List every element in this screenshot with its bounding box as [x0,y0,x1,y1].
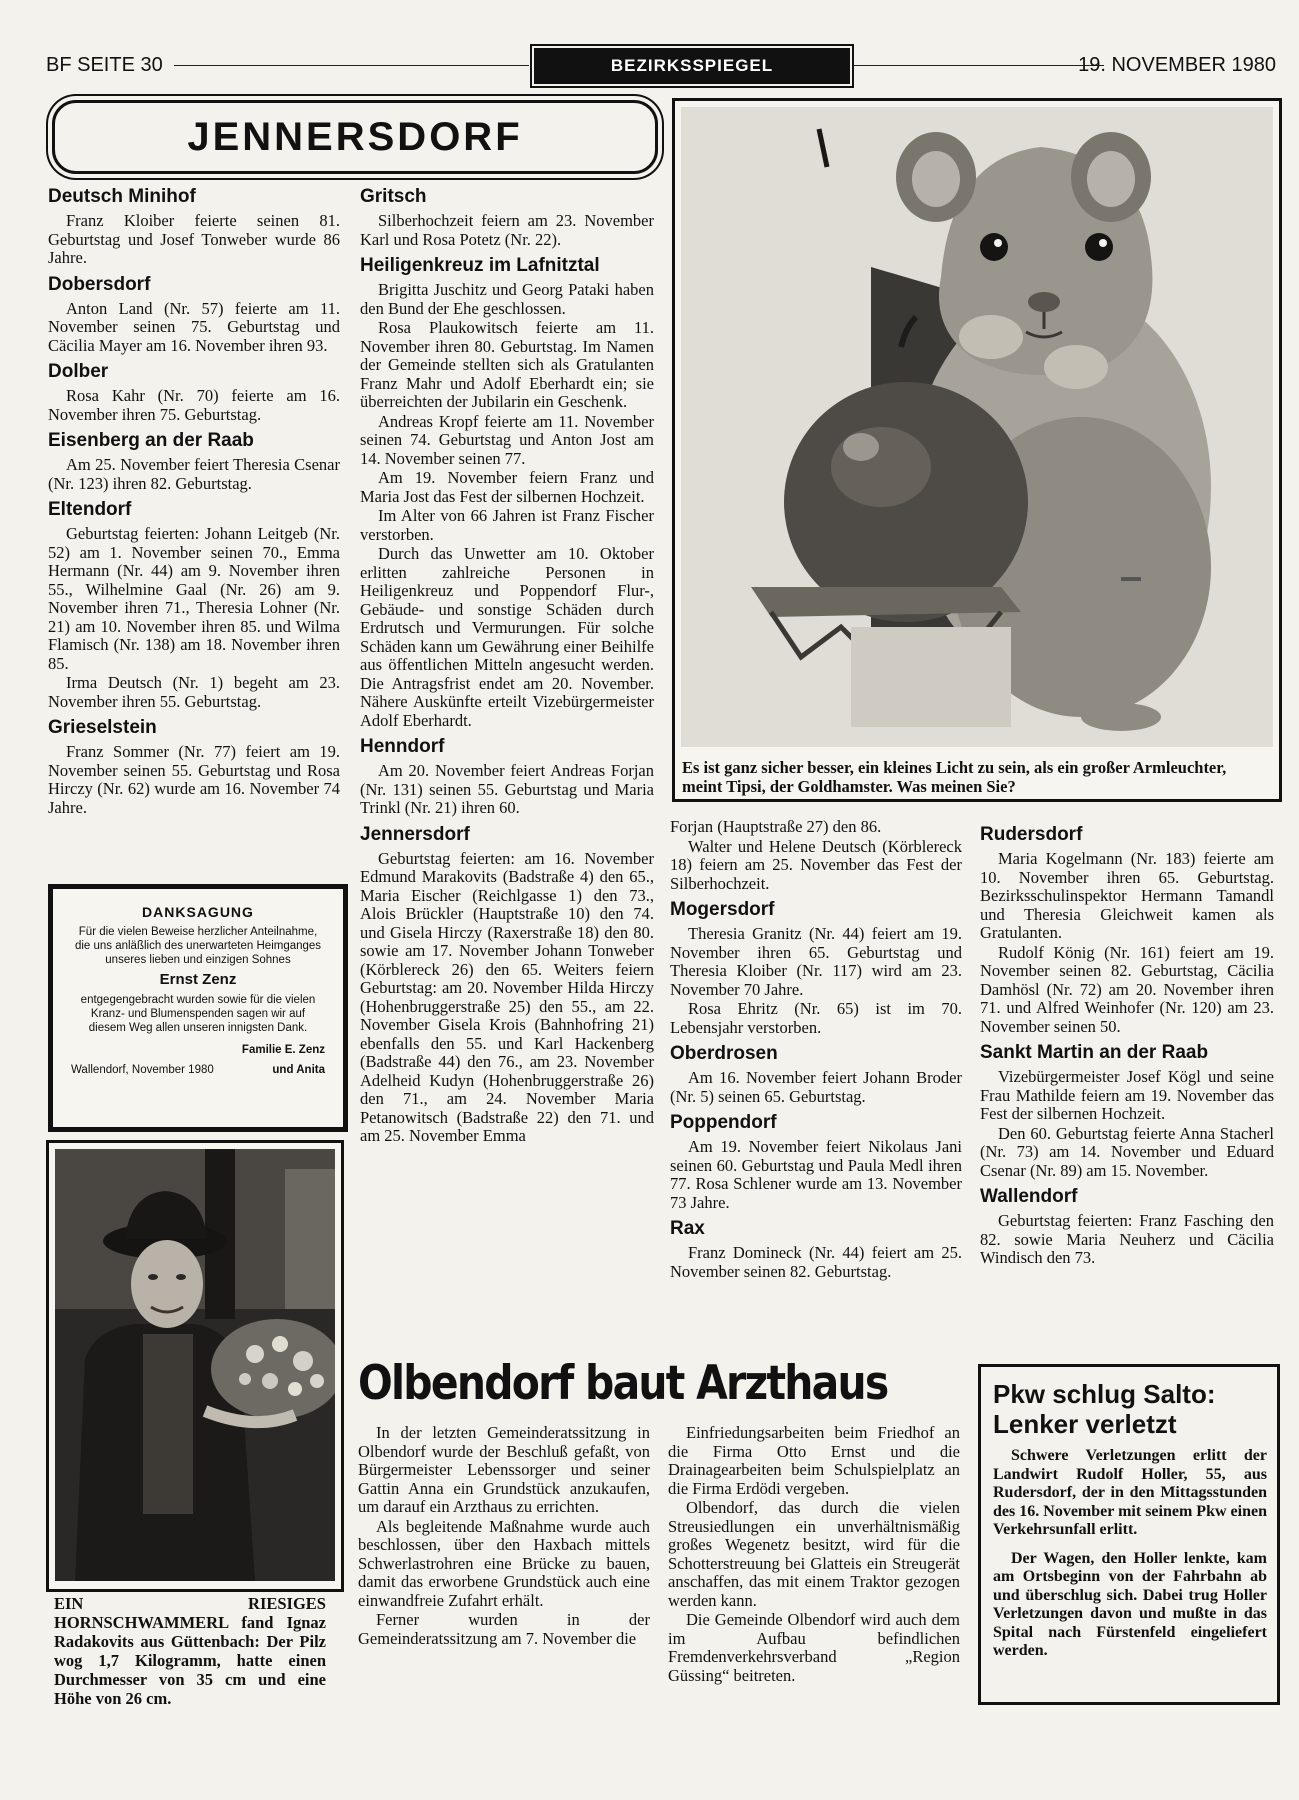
paragraph: Rosa Plaukowitsch feierte am 11. November ihren 80. Geburtstag. Im Namen der Gemeinde stellten sich als Gratulanten Franz Mahr und Adolf Eberhardt ein; sie überreichten der Jubilarin ein Geschenk. [360,318,654,411]
paragraph: Rosa Ehritz (Nr. 65) ist im 70. Lebensjahr verstorben. [670,999,962,1037]
column-3 [670,818,962,1281]
article-paragraph: In der letzten Gemeinderatssitzung in Olbendorf wurde der Beschluß gefaßt, von Bürgermeister Lebenssorger und seiner Gattin Anna ein Grundstück anzukaufen, um darauf ein Arzthaus zu errichten. [358,1423,650,1516]
man-with-mushroom-image [55,1149,335,1581]
section-heading: Grieselstein [48,717,157,738]
column-1 [48,180,340,817]
section-heading: Wallendorf [980,1186,1078,1207]
page-label: BF SEITE 30 [46,54,163,76]
section-badge: BEZIRKSSPIEGEL [534,48,850,84]
issue-date: 19. NOVEMBER 1980 [1078,54,1276,76]
paragraph: Am 16. November feiert Johann Broder (Nr. 5) seinen 65. Geburtstag. [670,1068,962,1106]
paragraph: Franz Domineck (Nr. 44) feiert am 25. November seinen 82. Geburtstag. [670,1243,962,1281]
paragraph: Im Alter von 66 Jahren ist Franz Fischer verstorben. [360,506,654,544]
section-heading: Sankt Martin an der Raab [980,1042,1209,1063]
column-4 [980,818,1274,1268]
paragraph: Am 20. November feiert Andreas Forjan (Nr. 131) seinen 55. Geburtstag und Maria Trinkl (Nr. 21) ihren 60. [360,761,654,817]
paragraph: Forjan (Hauptstraße 27) den 86. [670,817,882,836]
mushroom-photo [46,1140,344,1592]
section-heading: Jennersdorf [360,823,470,845]
paragraph: Theresia Granitz (Nr. 44) feiert am 19. November ihren 65. Geburtstag und Theresia Kloiber (Nr. 117) wird am 23. November 70 Jahre. [670,924,962,999]
danksagung-text-1: Für die vielen Beweise herzlicher Anteilnahme, die uns anläßlich des unerwarteten Heimganges unseres lieben und einzigen Sohnes [74,926,322,966]
accident-paragraph-1: Schwere Verletzungen erlitt der Landwirt Rudolf Holler, 55, aus Rudersdorf, der in den Mittagsstunden des 16. November mit seinem Pkw einen Verkehrsunfall erlitt. [993,1447,1267,1538]
hamster-with-apple-image [681,107,1273,747]
paragraph: Franz Sommer (Nr. 77) feiert am 19. November seinen 55. Geburtstag und Rosa Hirczy (Nr. 62) wurde am 16. November 74 Jahre. [48,742,340,817]
danksagung-and: und Anita [272,1064,325,1076]
article-paragraph: Als begleitende Maßnahme wurde auch beschlossen, über den Haxbach mittels Schwerlastrohren eine Brücke zu bauen, damit das erworbene Grundstück auch eine einwandfreie Zufahrt erhält. [358,1516,650,1610]
paragraph: Am 19. November feiert Nikolaus Jani seinen 60. Geburtstag und Paula Medl ihren 77. Rosa Schlener wurde am 13. November 73 Jahre. [670,1137,962,1212]
section-heading: Rudersdorf [980,824,1083,845]
page-header [46,48,1276,82]
paragraph: Geburtstag feierten: am 16. November Edmund Marakovits (Badstraße 4) den 65., Maria Eischer (Reichlgasse 1) den 73., Alois Brückler (Hauptstraße 10) den 74. und Gisela Hirczy (Raxerstraße 18) den 80. sowie am 17. November Johann Tonweber (Körblereck 26) den 65. Weiters feiern Geburtstag: am 20. November Hilda Hirczy (Hohenbruggerstraße 25) den 55., am 22. November Gisela Krois (Bahnhofring 21) ebenfalls den 55. und Karl Hackenberg (Badstraße 44) den 76., am 23. November Adelheid Kudyn (Hohenbruggerstraße 26) den 71., am 24. November Maria Petanowitsch (Badstraße 22) den 71. und am 25. November Emma [360,848,654,1145]
paragraph: Geburtstag feierten: Johann Leitgeb (Nr. 52) am 1. November seinen 70., Emma Hermann (Nr. 44) am 9. November ihren 55., Wilhelmine Gaal (Nr. 26) am 9. November ihren 71., Theresia Lohner (Nr. 21) am 10. November ihren 85. und Wilma Flamisch (Nr. 138) am 18. November ihren 85. [48,524,340,673]
hamster-photo [672,98,1282,802]
paragraph: Am 19. November feiern Franz und Maria Jost das Fest der silbernen Hochzeit. [360,468,654,506]
article-paragraph: Einfriedungsarbeiten beim Friedhof an die Firma Otto Ernst und die Drainagearbeiten beim Schulspielplatz an die Firma Erdödi vergeben. [668,1423,960,1498]
paragraph: Am 25. November feiert Theresia Csenar (Nr. 123) ihren 82. Geburtstag. [48,455,340,493]
article-headline: Olbendorf baut Arzthaus [358,1356,888,1411]
article-paragraph: Die Gemeinde Olbendorf wird auch dem im Aufbau befindlichen Fremdenverkehrsverband „Region Güssing“ beitreten. [668,1610,960,1685]
paragraph: Rosa Kahr (Nr. 70) feierte am 16. November ihren 75. Geburtstag. [48,386,340,424]
paragraph: Andreas Kropf feierte am 11. November seinen 74. Geburtstag und Anton Jost am 14. November seinen 77. [360,411,654,468]
danksagung-title: DANKSAGUNG [142,904,254,920]
section-heading: Henndorf [360,736,445,757]
danksagung-place: Wallendorf, November 1980 [71,1064,214,1076]
hamster-photo-caption: Es ist ganz sicher besser, ein kleines Licht zu sein, als ein großer Armleuchter, meint Tipsi, der Goldhamster. Was meinen Sie? [682,758,1227,796]
section-heading: Mogersdorf [670,899,775,920]
paragraph: Irma Deutsch (Nr. 1) begeht am 23. November ihren 55. Geburtstag. [48,673,340,711]
paragraph: Walter und Helene Deutsch (Körblereck 18) feiern am 25. November das Fest der Silberhochzeit. [670,836,962,893]
section-heading: Rax [670,1218,705,1239]
paragraph: Maria Kogelmann (Nr. 183) feierte am 10. November ihren 65. Geburtstag. Bezirksschulinspektor Hermann Tamandl und Theresia Gleichweit kamen als Gratulanten. [980,849,1274,942]
accident-article-box [978,1364,1280,1705]
mushroom-photo-caption: EIN RIESIGES HORNSCHWAMMERL fand Ignaz Radakovits aus Güttenbach: Der Pilz wog 1,7 Kilogramm, hatte einen Durchmesser von 35 cm und eine Höhe von 26 cm. [54,1594,326,1708]
accident-paragraph-2: Der Wagen, den Holler lenkte, kam am Ortsbeginn von der Fahrbahn ab und überschlug sich. Dabei trug Holler Verletzungen davon und mußte in das Spital nach Fürstenfeld eingeliefert werden. [993,1549,1267,1659]
section-heading: Eisenberg an der Raab [48,430,254,451]
section-heading: Gritsch [360,186,427,207]
article-column-a [358,1424,650,1648]
paragraph: Den 60. Geburtstag feierte Anna Stacherl (Nr. 73) am 14. November und Eduard Csenar (Nr. 89) am 15. November. [980,1123,1274,1180]
column-2 [360,180,654,1146]
paragraph: Silberhochzeit feiern am 23. November Karl und Rosa Potetz (Nr. 22). [360,211,654,249]
article-paragraph: Olbendorf, das durch die vielen Streusiedlungen ein unverhältnismäßig großes Wegenetz besitzt, wird für die Schotterstreuung bei Glatteis ein Streugerät anschaffen, das mit einem Traktor gezogen werden kann. [668,1498,960,1610]
article-paragraph: Ferner wurden in der Gemeinderatssitzung am 7. November die [358,1610,650,1648]
section-title-box [52,100,658,174]
header-rule-right [854,65,1104,66]
paragraph: Brigitta Juschitz und Georg Pataki haben den Bund der Ehe geschlossen. [360,280,654,318]
section-title: JENNERSDORF [187,115,523,159]
danksagung-name: Ernst Zenz [159,971,237,988]
section-heading: Dolber [48,361,109,382]
section-heading: Dobersdorf [48,273,151,295]
header-rule-left [174,65,529,66]
section-heading: Poppendorf [670,1112,777,1133]
accident-headline: Pkw schlug Salto: Lenker verletzt [993,1379,1216,1439]
paragraph: Anton Land (Nr. 57) feierte am 11. November seinen 75. Geburtstag und Cäcilia Mayer am 16. November ihren 93. [48,298,340,355]
paragraph: Geburtstag feierten: Franz Fasching den 82. sowie Maria Neuherz und Cäcilia Windisch den 73. [980,1211,1274,1267]
section-heading: Deutsch Minihof [48,186,196,207]
paragraph: Franz Kloiber feierte seinen 81. Geburtstag und Josef Tonweber wurde 86 Jahre. [48,211,340,267]
paragraph: Vizebürgermeister Josef Kögl und seine Frau Mathilde feiern am 19. November das Fest der silbernen Hochzeit. [980,1067,1274,1123]
section-heading: Eltendorf [48,499,132,520]
section-heading: Heiligenkreuz im Lafnitztal [360,255,600,276]
danksagung-notice [48,884,348,1132]
danksagung-signature: Familie E. Zenz [241,1044,325,1056]
paragraph: Rudolf König (Nr. 161) feiert am 19. November seinen 82. Geburtstag, Cäcilia Damhösl (Nr. 72) am 20. November ihren 71. und Alfred Weinhofer (Nr. 120) am 23. November seinen 50. [980,942,1274,1036]
danksagung-text-2: entgegengebracht wurden sowie für die vielen Kranz- und Blumenspenden sagen wir auf diesem Weg allen unseren innigsten Dank. [80,994,316,1034]
article-column-b [668,1424,960,1685]
paragraph: Durch das Unwetter am 10. Oktober erlitten zahlreiche Personen in Heiligenkreuz und Poppendorf Flur-, Gebäude- und sonstige Schäden durch Erdrutsch und Vermurungen. Für solche Schäden kann um Gewährung einer Beihilfe aus öffentlichen Mitteln angesucht werden. Die Antragsfrist endet am 20. November. Nähere Auskünfte erteilt Vizebürgermeister Adolf Eberhardt. [360,544,654,730]
section-heading: Oberdrosen [670,1043,778,1064]
